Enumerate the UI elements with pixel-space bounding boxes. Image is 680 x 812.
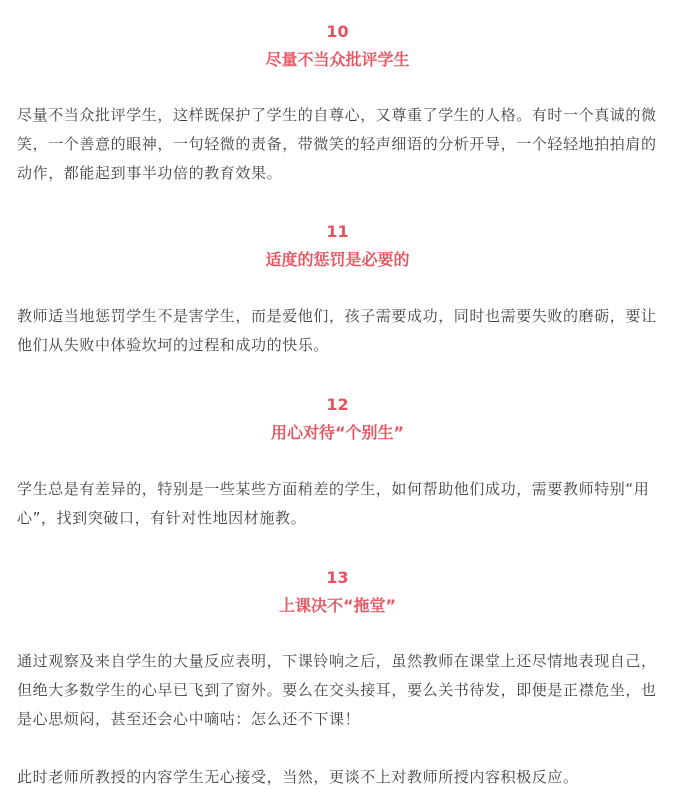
section-12 [17, 394, 658, 533]
section-number: 11 [326, 222, 349, 241]
section-number: 12 [326, 395, 349, 414]
section-13 [17, 567, 658, 792]
section-title: 尽量不当众批评学生 [265, 50, 410, 69]
section-number: 10 [326, 22, 349, 41]
section-10 [17, 21, 658, 188]
section-title: 适度的惩罚是必要的 [265, 250, 410, 269]
section-paragraph: 此时老师所教授的内容学生无心接受，当然，更谈不上对教师所授内容积极反应。 [17, 768, 579, 786]
article [0, 21, 680, 812]
section-paragraph: 尽量不当众批评学生，这样既保护了学生的自尊心，又尊重了学生的人格。有时一个真诚的微笑，一个善意的眼神，一句轻微的责备，带微笑的轻声细语的分析开导，一个轻轻地拍拍肩的动作，都能起到事半功倍的教育效果。 [17, 106, 657, 182]
section-title: 用心对待“个别生” [270, 423, 405, 442]
section-title: 上课决不“拖堂” [278, 596, 397, 615]
section-paragraph: 通过观察及来自学生的大量反应表明，下课铃响之后，虽然教师在课堂上还尽情地表现自己，但绝大多数学生的心早已飞到了窗外。要么在交头接耳，要么关书待发，即便是正襟危坐，也是心思烦闷，甚至还会心中嘀咕：怎么还不下课！ [17, 652, 657, 728]
section-paragraph: 教师适当地惩罚学生不是害学生，而是爱他们，孩子需要成功，同时也需要失败的磨砺，要让他们从失败中体验坎坷的过程和成功的快乐。 [17, 307, 657, 354]
section-paragraph: 学生总是有差异的，特别是一些某些方面稍差的学生，如何帮助他们成功，需要教师特别“用心”，找到突破口，有针对性地因材施教。 [17, 480, 650, 527]
section-11 [17, 221, 658, 360]
section-number: 13 [326, 568, 349, 587]
